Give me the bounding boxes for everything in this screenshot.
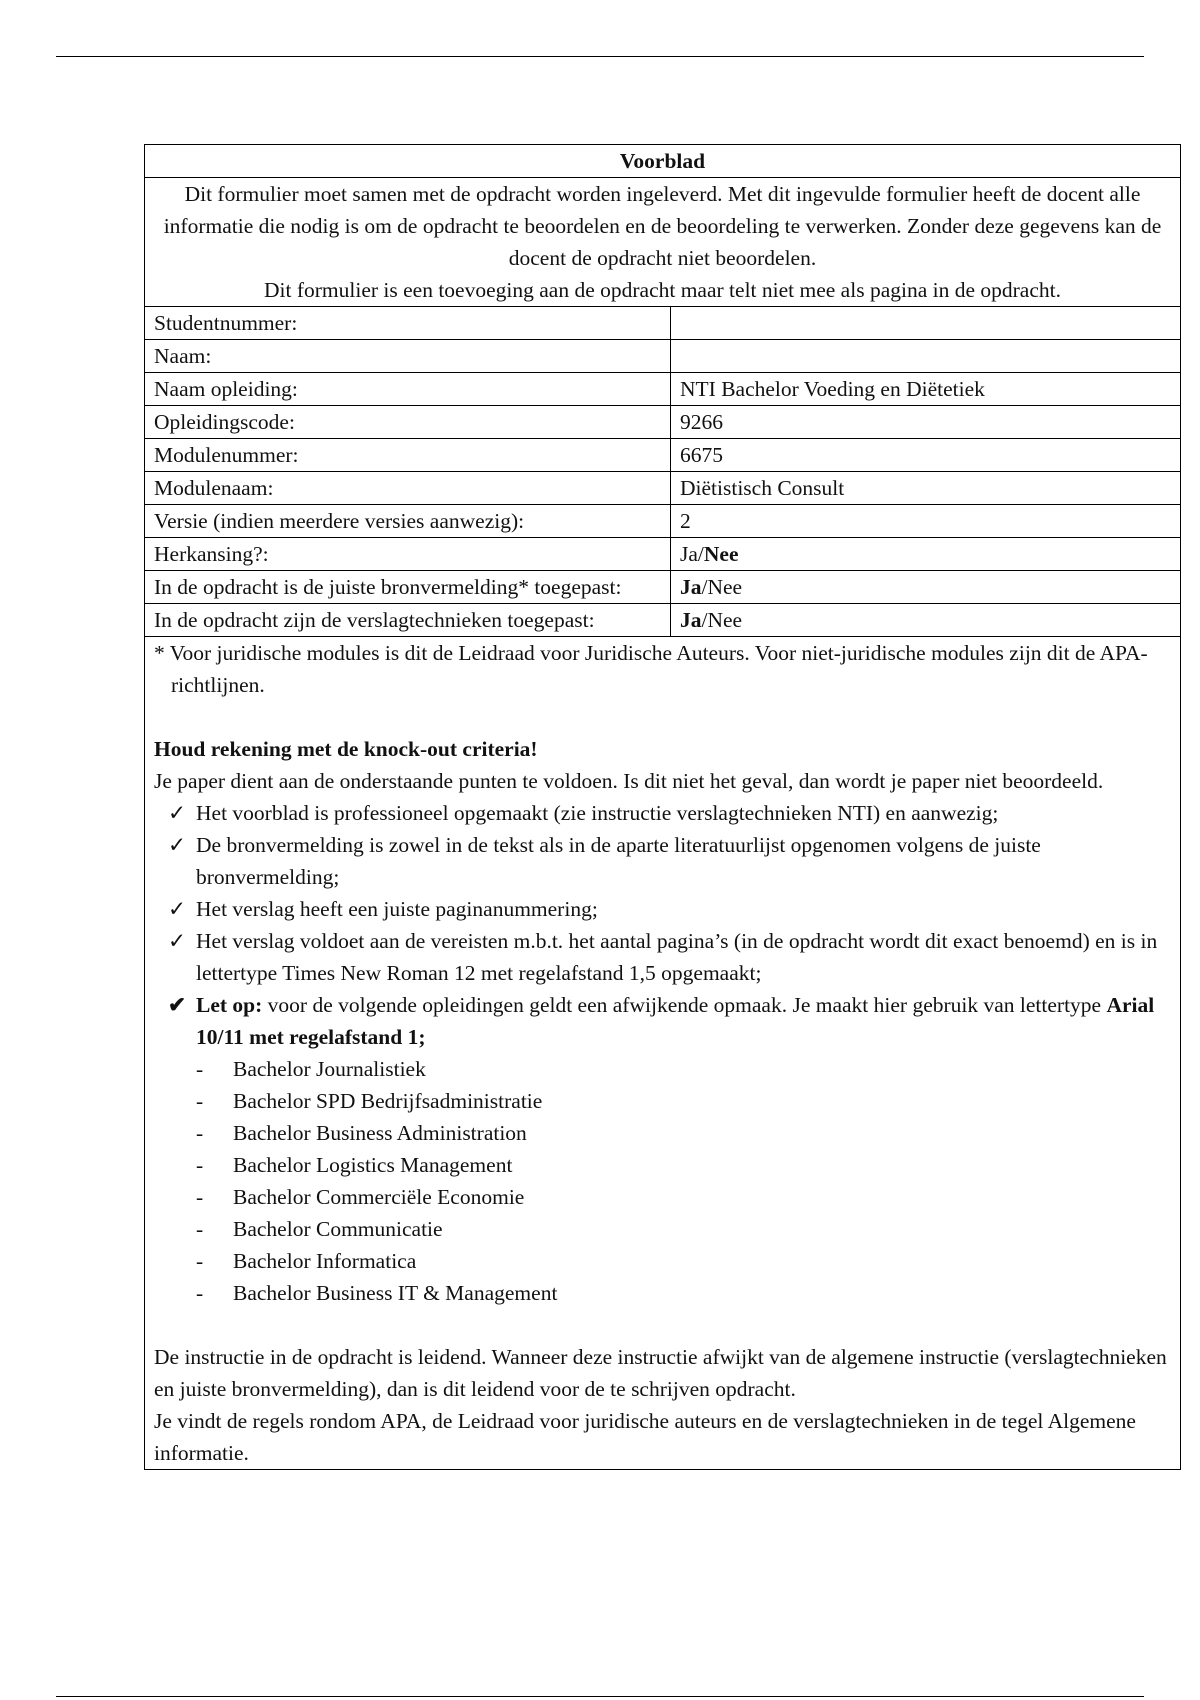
choice-row bbox=[145, 538, 1181, 571]
letop-lead: Let op: bbox=[196, 993, 263, 1017]
field-label: Naam opleiding: bbox=[145, 373, 671, 406]
program-list bbox=[154, 1053, 1171, 1309]
criterion-text: Het verslag voldoet aan de vereisten m.b.t. het aantal pagina’s (in de opdracht wordt dit exact benoemd) en is in lettertype Times New Roman 12 met regelafstand 1,5 opgemaakt; bbox=[196, 929, 1158, 985]
choice-ja[interactable]: Ja bbox=[680, 542, 698, 566]
intro-paragraph: Dit formulier moet samen met de opdracht worden ingeleverd. Met dit ingevulde formulier heeft de docent alle informatie die nodig is om de opdracht te beoordelen en de beoordeling te verwerken. Zonder deze gegevens kan de docent de opdracht niet beoordelen. bbox=[163, 182, 1162, 270]
list-item bbox=[154, 1117, 1171, 1149]
dash-icon: - bbox=[196, 1057, 204, 1081]
checkmark-icon: ✓ bbox=[168, 929, 187, 953]
field-row bbox=[145, 340, 1181, 373]
field-label: Naam: bbox=[145, 340, 671, 373]
spacer bbox=[154, 701, 1171, 733]
letop-emphasis: Arial 10/11 met regelafstand 1; bbox=[196, 993, 1155, 1049]
choice-label: Herkansing?: bbox=[145, 538, 671, 571]
footer-rule bbox=[56, 1696, 1144, 1697]
field-label: Opleidingscode: bbox=[145, 406, 671, 439]
choice-bronvermelding[interactable] bbox=[671, 571, 1181, 604]
choice-nee-selected[interactable]: Nee bbox=[703, 542, 739, 566]
checkmark-icon: ✓ bbox=[168, 897, 187, 921]
choice-label: In de opdracht is de juiste bronvermelding* toegepast: bbox=[145, 571, 671, 604]
dash-icon: - bbox=[196, 1121, 204, 1145]
field-row bbox=[145, 307, 1181, 340]
field-label: Versie (indien meerdere versies aanwezig): bbox=[145, 505, 671, 538]
list-item bbox=[154, 1149, 1171, 1181]
choice-row bbox=[145, 571, 1181, 604]
list-item bbox=[154, 1277, 1171, 1309]
cover-form bbox=[144, 144, 1181, 1470]
choice-herkansing[interactable] bbox=[671, 538, 1181, 571]
closing-instruction: De instructie in de opdracht is leidend. Wanneer deze instructie afwijkt van de algemene instructie (verslagtechnieken en juiste bronvermelding), dan is dit leidend voor de te schrijven opdracht. bbox=[154, 1345, 1167, 1401]
field-row bbox=[145, 406, 1181, 439]
letop-text: voor de volgende opleidingen geldt een afwijkende opmaak. Je maakt hier gebruik van lettertype bbox=[262, 993, 1107, 1017]
dash-icon: - bbox=[196, 1217, 204, 1241]
list-item bbox=[154, 1181, 1171, 1213]
field-row bbox=[145, 373, 1181, 406]
choice-separator: / bbox=[701, 608, 708, 632]
field-row bbox=[145, 472, 1181, 505]
criterion-text: Het voorblad is professioneel opgemaakt (zie instructie verslagtechnieken NTI) en aanwezig; bbox=[196, 801, 999, 825]
field-row bbox=[145, 505, 1181, 538]
program-name: Bachelor Business IT & Management bbox=[233, 1281, 558, 1305]
field-value-modulenummer: 6675 bbox=[671, 439, 1181, 472]
closing-reference: Je vindt de regels rondom APA, de Leidraad voor juridische auteurs en de verslagtechnieken in de tegel Algemene informatie. bbox=[154, 1409, 1136, 1465]
choice-separator: / bbox=[701, 575, 708, 599]
choice-nee[interactable]: Nee bbox=[707, 608, 743, 632]
program-name: Bachelor SPD Bedrijfsadministratie bbox=[233, 1089, 543, 1113]
program-name: Bachelor Commerciële Economie bbox=[233, 1185, 525, 1209]
list-item bbox=[154, 925, 1171, 989]
program-name: Bachelor Journalistiek bbox=[233, 1057, 426, 1081]
spacer bbox=[154, 1309, 1171, 1341]
list-item bbox=[154, 1213, 1171, 1245]
criterion-text: De bronvermelding is zowel in de tekst als in de aparte literatuurlijst opgenomen volgens de juiste bronvermelding; bbox=[196, 833, 1041, 889]
field-label: Studentnummer: bbox=[145, 307, 671, 340]
notes-cell bbox=[145, 637, 1181, 1470]
knockout-list bbox=[154, 797, 1171, 1053]
field-value-studentnummer[interactable] bbox=[671, 307, 1181, 340]
intro-note: Dit formulier is een toevoeging aan de opdracht maar telt niet mee als pagina in de opdracht. bbox=[263, 278, 1061, 302]
dash-icon: - bbox=[196, 1249, 204, 1273]
dash-icon: - bbox=[196, 1281, 204, 1305]
field-value-opleiding: NTI Bachelor Voeding en Diëtetiek bbox=[671, 373, 1181, 406]
knockout-heading bbox=[154, 733, 1171, 765]
field-value-modulenaam: Diëtistisch Consult bbox=[671, 472, 1181, 505]
list-item bbox=[154, 1053, 1171, 1085]
form-title: Voorblad bbox=[145, 145, 1181, 178]
choice-ja-selected[interactable]: Ja bbox=[680, 575, 702, 599]
choice-label: In de opdracht zijn de verslagtechnieken toegepast: bbox=[145, 604, 671, 637]
criterion-text: Het verslag heeft een juiste paginanummering; bbox=[196, 897, 598, 921]
field-row bbox=[145, 439, 1181, 472]
choice-separator: / bbox=[697, 542, 704, 566]
list-item bbox=[154, 829, 1171, 893]
choice-ja-selected[interactable]: Ja bbox=[680, 608, 702, 632]
heavy-checkmark-icon: ✔ bbox=[168, 993, 187, 1017]
list-item bbox=[154, 893, 1171, 925]
choice-row bbox=[145, 604, 1181, 637]
list-item bbox=[154, 797, 1171, 829]
dash-icon: - bbox=[196, 1185, 204, 1209]
checkmark-icon: ✓ bbox=[168, 801, 187, 825]
checkmark-icon: ✓ bbox=[168, 833, 187, 857]
knockout-intro: Je paper dient aan de onderstaande punten te voldoen. Is dit niet het geval, dan wordt je paper niet beoordeeld. bbox=[154, 769, 1104, 793]
field-value-naam[interactable] bbox=[671, 340, 1181, 373]
field-label: Modulenummer: bbox=[145, 439, 671, 472]
dash-icon: - bbox=[196, 1153, 204, 1177]
field-label: Modulenaam: bbox=[145, 472, 671, 505]
program-name: Bachelor Informatica bbox=[233, 1249, 417, 1273]
list-item bbox=[154, 1245, 1171, 1277]
footnote: * Voor juridische modules is dit de Leidraad voor Juridische Auteurs. Voor niet-juridische modules zijn dit de APA-richtlijnen. bbox=[154, 641, 1148, 697]
field-value-versie: 2 bbox=[671, 505, 1181, 538]
choice-verslagtechnieken[interactable] bbox=[671, 604, 1181, 637]
program-name: Bachelor Communicatie bbox=[233, 1217, 443, 1241]
list-item bbox=[154, 1085, 1171, 1117]
form-intro bbox=[145, 178, 1181, 307]
dash-icon: - bbox=[196, 1089, 204, 1113]
knockout-heading-text: Houd rekening met de knock-out criteria! bbox=[154, 737, 538, 761]
field-value-opleidingscode: 9266 bbox=[671, 406, 1181, 439]
header-rule bbox=[56, 56, 1144, 57]
choice-nee[interactable]: Nee bbox=[707, 575, 743, 599]
list-item-letop bbox=[154, 989, 1171, 1053]
program-name: Bachelor Business Administration bbox=[233, 1121, 527, 1145]
program-name: Bachelor Logistics Management bbox=[233, 1153, 513, 1177]
